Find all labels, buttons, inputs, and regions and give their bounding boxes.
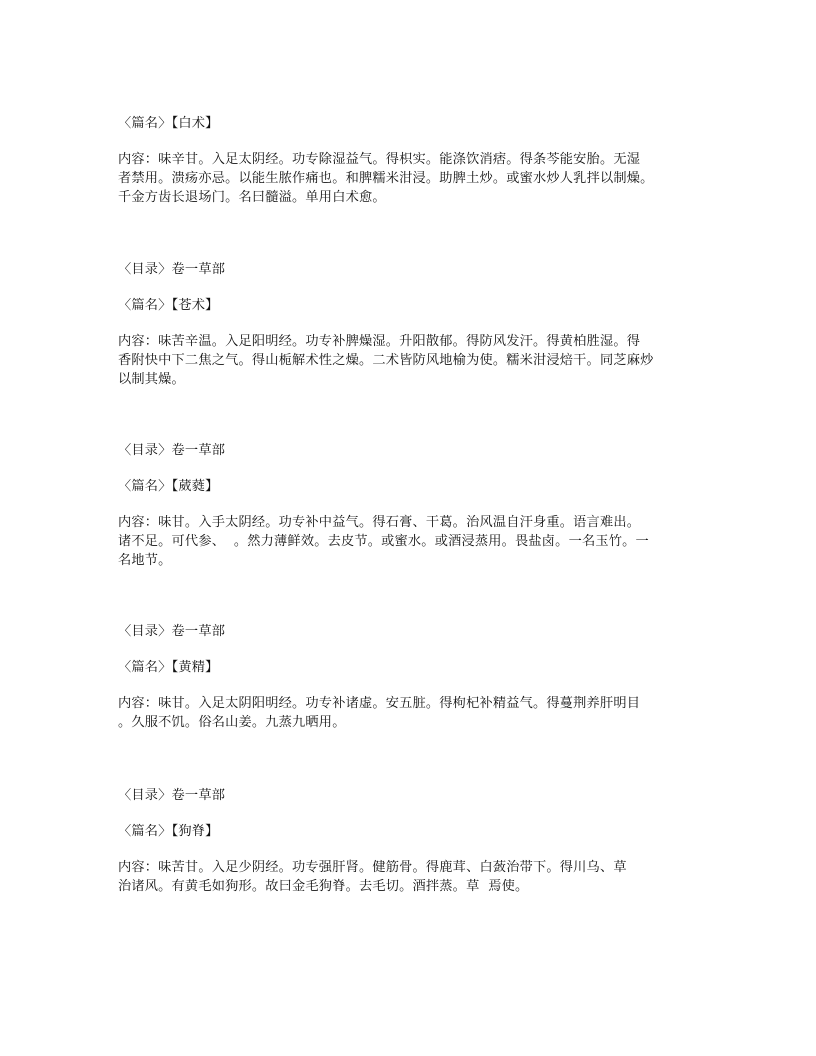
entry-catalog: 〈目录〉卷一草部 xyxy=(118,788,226,803)
entry-content-line: 名地节。 xyxy=(118,553,172,568)
entry-title: 〈篇名〉【苍术】 xyxy=(118,298,219,313)
entry-content-line: 香附快中下二焦之气。得山栀解术性之燥。二术皆防风地榆为使。糯米泔浸焙干。同芝麻炒 xyxy=(118,353,654,368)
entry-catalog: 〈目录〉卷一草部 xyxy=(118,262,226,277)
entry-title: 〈篇名〉【黄精】 xyxy=(118,660,219,675)
entry-catalog: 〈目录〉卷一草部 xyxy=(118,443,226,458)
entry-title: 〈篇名〉【狗脊】 xyxy=(118,824,219,839)
entry-content-line: 者禁用。溃疡亦忌。以能生脓作痛也。和脾糯米泔浸。助脾土炒。或蜜水炒人乳拌以制燥。 xyxy=(118,171,654,186)
entry-title: 〈篇名〉【葳蕤】 xyxy=(118,479,219,494)
entry-content-line: 内容：味苦甘。入足少阴经。功专强肝肾。健筋骨。得鹿茸、白蔹治带下。得川乌、草 xyxy=(118,860,627,875)
entry-content-line: 内容：味甘。入手太阴经。功专补中益气。得石膏、干葛。治风温自汗身重。语言难出。 xyxy=(118,515,641,530)
entry-content-line: 以制其燥。 xyxy=(118,372,185,387)
entry-content-line: 。久服不饥。俗名山姜。九蒸九晒用。 xyxy=(118,715,346,730)
entry-content-line: 内容：味辛甘。入足太阴经。功专除湿益气。得枳实。能涤饮消痞。得条芩能安胎。无湿 xyxy=(118,152,641,167)
entry-content-line: 千金方齿长退场门。名曰髓溢。单用白术愈。 xyxy=(118,190,386,205)
entry-catalog: 〈目录〉卷一草部 xyxy=(118,624,226,639)
entry-content-line: 治诸风。有黄毛如狗形。故曰金毛狗脊。去毛切。酒拌蒸。草 焉使。 xyxy=(118,879,529,894)
entry-content-line: 内容：味苦辛温。入足阳明经。功专补脾燥湿。升阳散郁。得防风发汗。得黄柏胜湿。得 xyxy=(118,334,641,349)
entry-title: 〈篇名〉【白术】 xyxy=(118,116,219,131)
entry-content-line: 诸不足。可代参、 。然力薄鲜效。去皮节。或蜜水。或酒浸蒸用。畏盐卤。一名玉竹。一 xyxy=(118,534,649,549)
entry-content-line: 内容：味甘。入足太阴阳明经。功专补诸虚。安五脏。得枸杞补精益气。得蔓荆养肝明目 xyxy=(118,696,641,711)
